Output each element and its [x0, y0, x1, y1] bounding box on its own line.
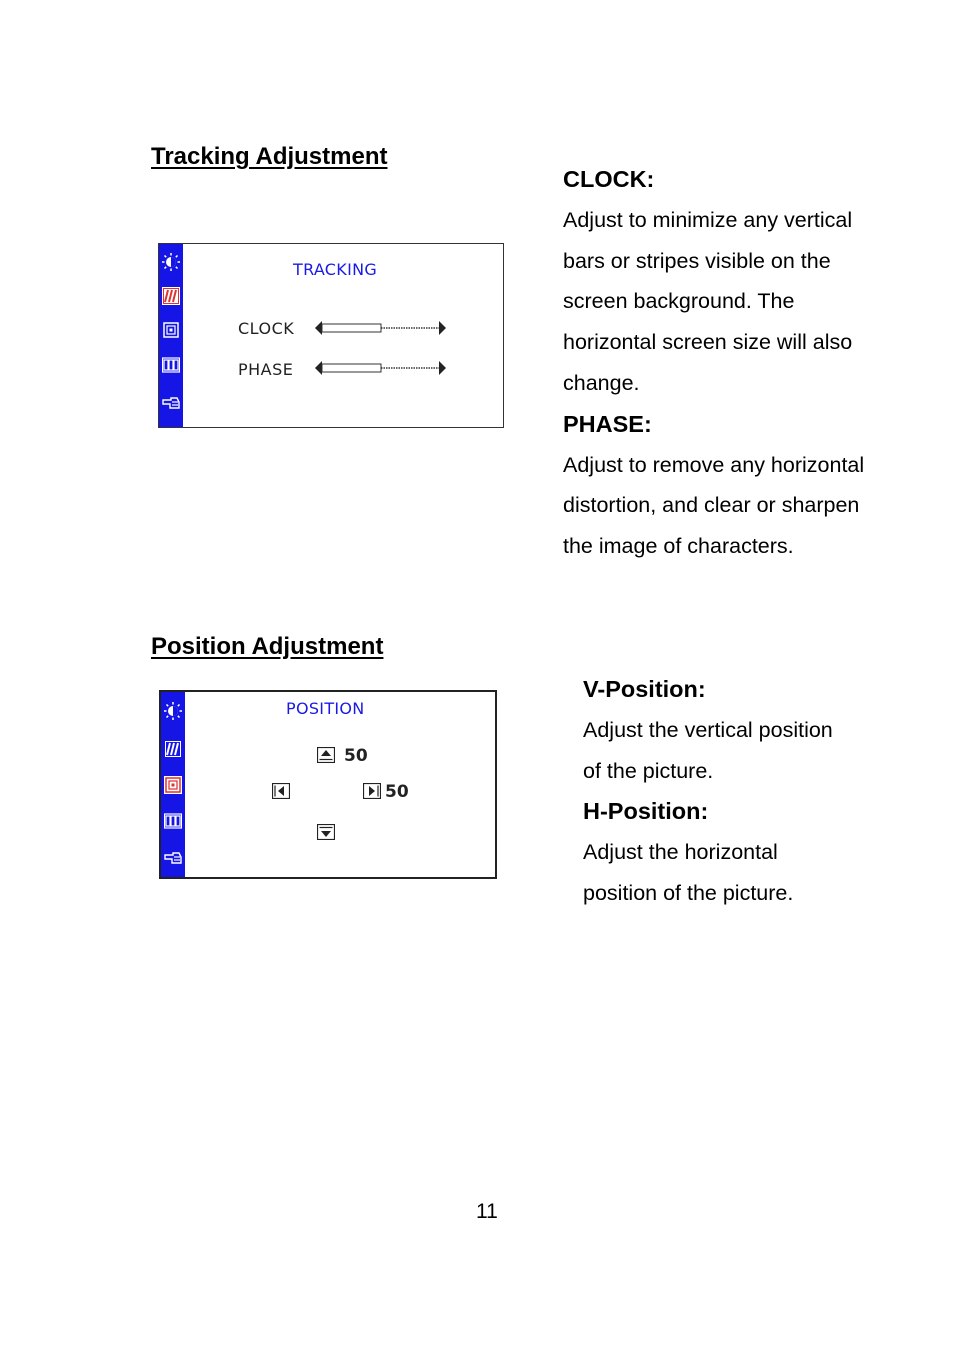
brightness-icon[interactable] [162, 253, 180, 271]
tracking-section-title: Tracking Adjustment [151, 143, 388, 170]
clock-desc-line: bars or stripes visible on the [563, 248, 831, 273]
clock-heading: CLOCK: [563, 166, 655, 192]
osd-title: POSITION [286, 699, 365, 718]
h-position-left-icon[interactable] [272, 783, 290, 799]
setup-hand-icon[interactable] [164, 849, 182, 867]
phase-heading: PHASE: [563, 410, 652, 437]
h-position-right-icon[interactable] [363, 783, 381, 799]
h-position-desc-line: position of the picture. [583, 880, 794, 905]
phase-desc-line: Adjust to remove any horizontal [563, 452, 865, 477]
osd-title: TRACKING [293, 260, 378, 279]
phase-slider-fill [322, 364, 381, 372]
clock-slider-right-arrow[interactable] [439, 321, 446, 335]
clock-label: CLOCK [238, 319, 295, 338]
phase-slider[interactable] [315, 361, 446, 375]
tracking-description [563, 159, 923, 567]
h-position-desc-line: Adjust the horizontal [583, 840, 778, 865]
position-osd-panel [159, 690, 497, 879]
position-section-title: Position Adjustment [151, 633, 384, 660]
phase-slider-left-arrow[interactable] [315, 361, 322, 375]
osd-icon-bar [159, 244, 183, 427]
page-number: 11 [476, 1200, 498, 1223]
clock-desc-line: horizontal screen size will also [563, 330, 853, 355]
position-icon[interactable] [164, 776, 182, 794]
clock-slider-left-arrow[interactable] [315, 321, 322, 335]
clock-slider-fill [322, 324, 381, 332]
v-position-desc-line: of the picture. [583, 758, 714, 783]
phase-label: PHASE [238, 360, 294, 379]
h-position-value: 50 [385, 782, 409, 802]
v-position-value: 50 [344, 746, 368, 766]
v-position-desc-line: Adjust the vertical position [583, 717, 833, 742]
clock-desc-line: Adjust to minimize any vertical [563, 207, 853, 232]
clock-desc-line: screen background. The [563, 289, 795, 314]
rgb-icon[interactable] [162, 356, 180, 374]
v-position-up-icon[interactable] [317, 747, 335, 763]
position-icon[interactable] [162, 321, 180, 339]
rgb-icon[interactable] [164, 812, 182, 830]
tracking-icon[interactable] [162, 287, 180, 305]
tracking-osd-panel [158, 243, 504, 428]
phase-desc-line: the image of characters. [563, 534, 794, 559]
clock-slider[interactable] [315, 321, 446, 335]
setup-hand-icon[interactable] [162, 394, 180, 412]
v-position-heading: V-Position: [583, 676, 706, 702]
osd-icon-bar [161, 692, 185, 877]
tracking-icon[interactable] [164, 740, 182, 758]
v-position-down-icon[interactable] [317, 824, 335, 840]
phase-slider-right-arrow[interactable] [439, 361, 446, 375]
h-position-heading: H-Position: [583, 798, 709, 825]
clock-desc-line: change. [563, 370, 640, 395]
position-description [583, 669, 923, 914]
brightness-icon[interactable] [164, 702, 182, 720]
phase-desc-line: distortion, and clear or sharpen [563, 493, 860, 518]
